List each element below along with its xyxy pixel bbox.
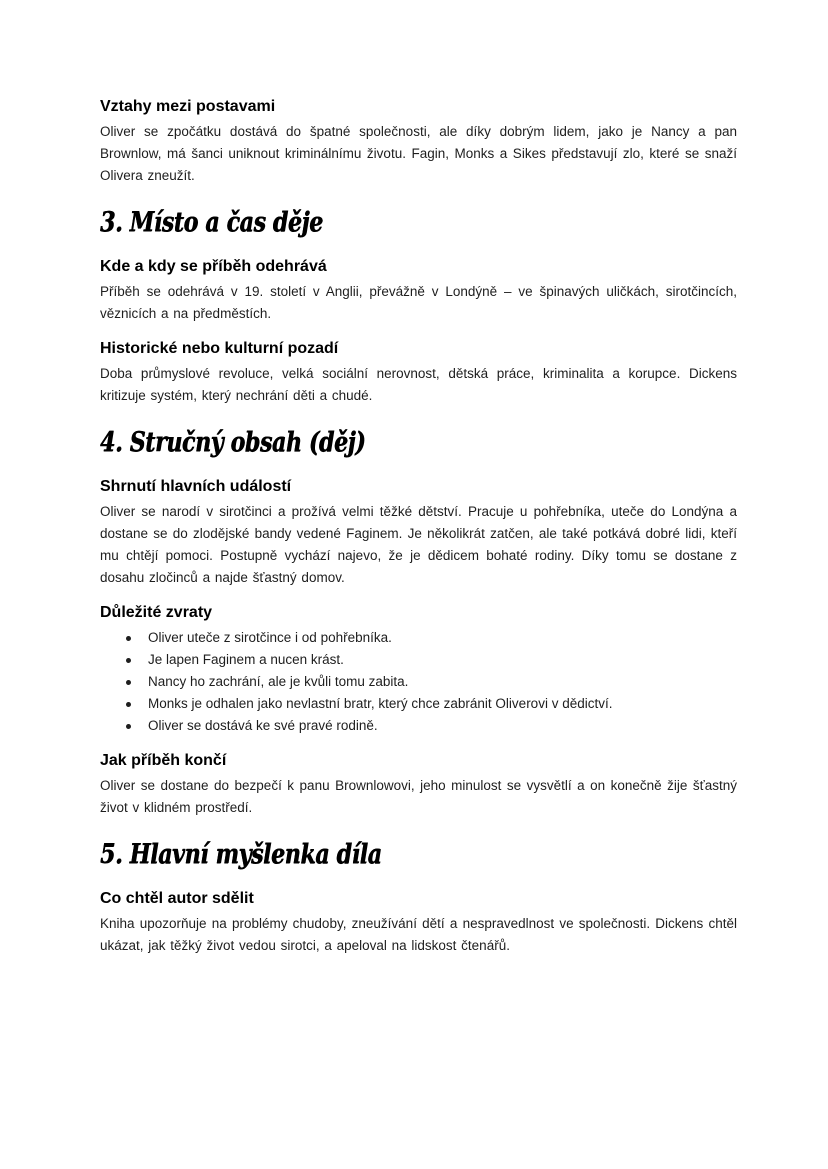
paragraph-co-chtel-autor-sdelit: Kniha upozorňuje na problémy chudoby, zneužívání dětí a nespravedlnost ve společnosti. Dickens chtěl ukázat, jak těžký život vedou sirotci, a apeloval na lidskost čtenářů.	[100, 916, 737, 953]
chapter-heading-strucny-obsah: 4. Stručný obsah (děj)	[100, 427, 366, 458]
paragraph-kde-a-kdy: Příběh se odehrává v 19. století v Anglii, převážně v Londýně – ve špinavých uličkách, sirotčincích, věznicích a na předměstích.	[100, 284, 737, 321]
section-heading-dulezite-zvraty: Důležité zvraty	[100, 604, 213, 621]
chapter-heading-misto-a-cas-deje: 3. Místo a čas děje	[100, 207, 323, 238]
paragraph-historicke-pozadi: Doba průmyslové revoluce, velká sociální nerovnost, dětská práce, kriminalita a korupce. Dickens kritizuje systém, který nechrání děti a chudé.	[100, 366, 737, 403]
bullet-item: Oliver se dostává ke své pravé rodině.	[124, 715, 737, 737]
bullet-item: Nancy ho zachrání, ale je kvůli tomu zabita.	[124, 671, 737, 693]
chapter-heading-hlavni-myslenka: 5. Hlavní myšlenka díla	[100, 839, 382, 870]
section-heading-kde-a-kdy: Kde a kdy se příběh odehrává	[100, 258, 327, 275]
section-heading-jak-pribeh-konci: Jak příběh končí	[100, 752, 227, 769]
section-heading-historicke-pozadi: Historické nebo kulturní pozadí	[100, 340, 339, 357]
paragraph-vztahy: Oliver se zpočátku dostává do špatné společnosti, ale díky dobrým lidem, jako je Nancy a pan Brownlow, má šanci uniknout kriminálnímu životu. Fagin, Monks a Sikes představují zlo, které se snaží Olivera zneužít.	[100, 124, 737, 183]
section-heading-co-chtel-autor-sdelit: Co chtěl autor sdělit	[100, 890, 254, 907]
bullet-item: Je lapen Faginem a nucen krást.	[124, 649, 737, 671]
paragraph-shrnuti-udalosti: Oliver se narodí v sirotčinci a prožívá velmi těžké dětství. Pracuje u pohřebníka, uteče do Londýna a dostane se do zlodějské bandy vedené Faginem. Je několikrát zatčen, ale také potkává dobré lidi, kteří mu chtějí pomoci. Postupně vychází najevo, že je dědicem bohaté rodiny. Díky tomu se dostane z dosahu zločinců a najde šťastný domov.	[100, 504, 737, 585]
section-heading-shrnuti-udalosti: Shrnutí hlavních událostí	[100, 478, 292, 495]
bullet-item: Oliver uteče z sirotčince i od pohřebníka.	[124, 627, 737, 649]
bullet-list-zvraty	[100, 627, 737, 737]
paragraph-jak-pribeh-konci: Oliver se dostane do bezpečí k panu Brownlowovi, jeho minulost se vysvětlí a on konečně žije šťastný život v klidném prostředí.	[100, 778, 737, 815]
bullet-item: Monks je odhalen jako nevlastní bratr, který chce zabránit Oliverovi v dědictví.	[124, 693, 737, 715]
section-heading-vztahy-mezi-postavami: Vztahy mezi postavami	[100, 98, 276, 115]
